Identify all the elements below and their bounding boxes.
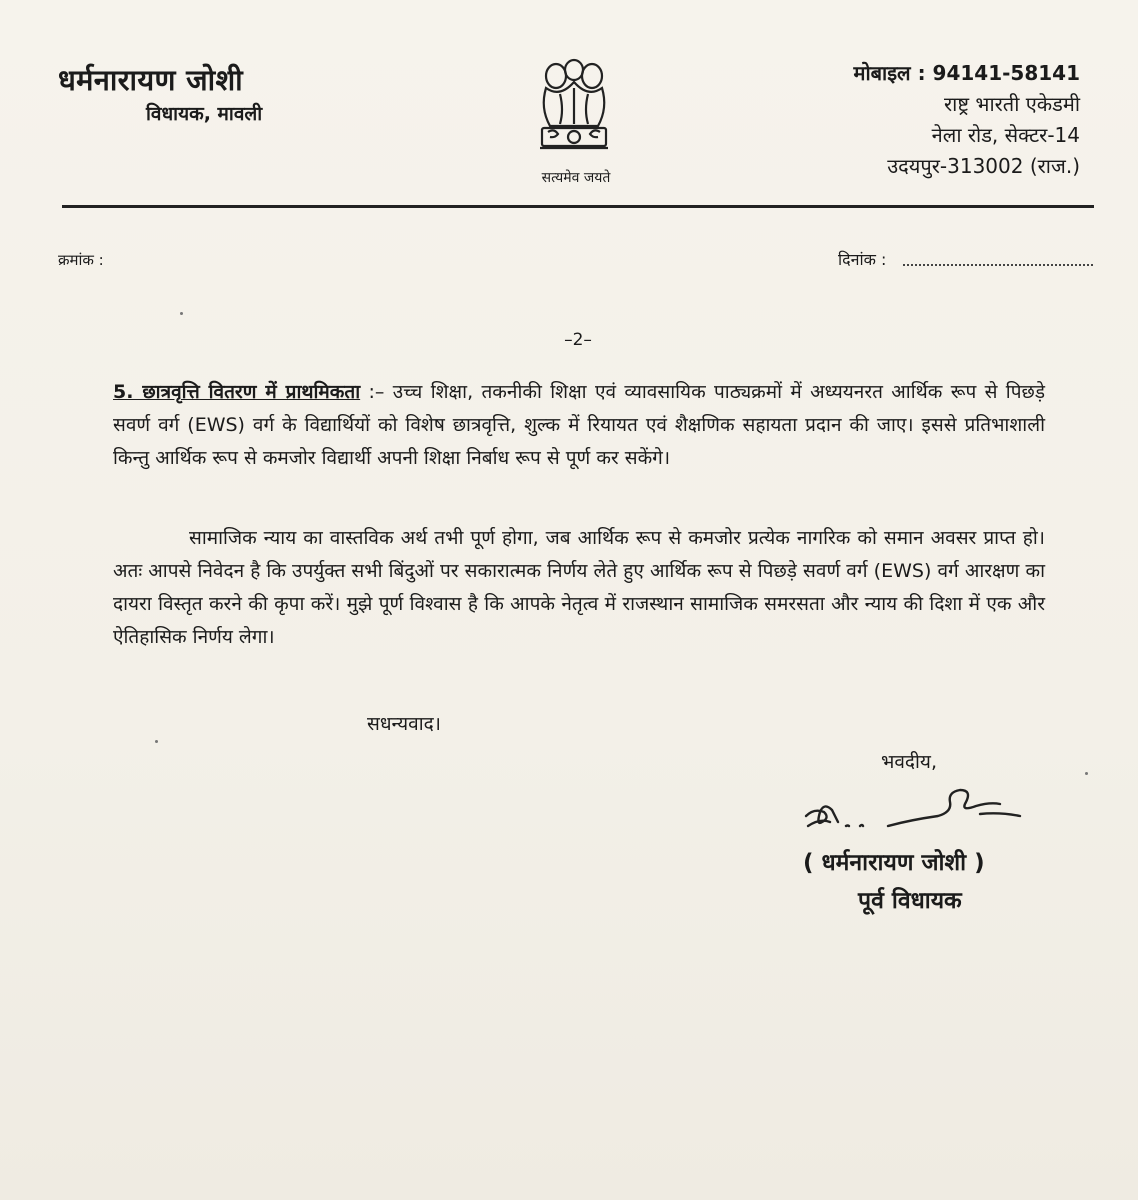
conclusion-text: सामाजिक न्याय का वास्तविक अर्थ तभी पूर्ण होगा, जब आर्थिक रूप से कमजोर प्रत्येक नागरिक को समान अवसर प्राप्त हो। अतः आपसे निवेदन है कि उपर्युक्त सभी बिंदुओं पर सकारात्मक निर्णय लेते हुए आर्थिक रूप से पिछड़े सवर्ण वर्ग (EWS) वर्ग आरक्षण का दायरा विस्तृत करने की कृपा करें। मुझे पूर्ण विश्वास है कि आपके नेतृत्व में राजस्थान सामाजिक समरसता और न्याय की दिशा में एक और ऐतिहासिक निर्णय लेगा।: [113, 527, 1045, 648]
point-heading: 5. छात्रवृत्ति वितरण में प्राथमिकता: [113, 381, 361, 403]
letterhead-designation: विधायक, मावली: [146, 103, 263, 125]
closing-salutation: भवदीय,: [881, 751, 937, 773]
address-line: राष्ट्र भारती एकेडमी: [943, 92, 1080, 116]
contact-block: [853, 58, 1080, 182]
thanks-line: सधन्यवाद।: [367, 713, 441, 735]
paper-speck: [1085, 772, 1088, 775]
paper-speck: [180, 312, 183, 315]
date-blank-line: [903, 250, 1093, 266]
paragraph-point-5: [113, 376, 1045, 475]
paper-speck: [155, 740, 158, 743]
reference-number-label: क्रमांक :: [58, 251, 104, 269]
paragraph-conclusion: [113, 522, 1045, 654]
national-emblem-icon: [530, 48, 618, 168]
point-text: :– उच्च शिक्षा, तकनीकी शिक्षा एवं व्यावसायिक पाठ्यक्रमों में अध्ययनरत आर्थिक रूप से पिछड़े सवर्ण वर्ग (EWS) वर्ग के विद्यार्थियों को विशेष छात्रवृत्ति, शुल्क में रियायत एवं शैक्षणिक सहायता प्रदान की जाए। इससे प्रतिभाशाली किन्तु आर्थिक रूप से कमजोर विद्यार्थी अपनी शिक्षा निर्बाध रूप से पूर्ण कर सकेंगे।: [113, 381, 1045, 469]
address-line: नेला रोड, सेक्टर-14: [931, 123, 1080, 147]
handwritten-signature: [800, 782, 1050, 842]
signatory-name: ( धर्मनारायण जोशी ): [803, 850, 985, 876]
header-divider: [62, 205, 1094, 208]
page-number: –2–: [564, 330, 592, 350]
date-label: दिनांक :: [838, 250, 887, 269]
signatory-title: पूर्व विधायक: [858, 888, 962, 914]
mobile-number: मोबाइल : 94141-58141: [853, 61, 1080, 85]
address-line: उदयपुर-313002 (राज.): [887, 154, 1080, 178]
letterhead-name: धर्मनारायण जोशी: [58, 63, 243, 97]
emblem-motto: सत्यमेव जयते: [541, 170, 611, 186]
